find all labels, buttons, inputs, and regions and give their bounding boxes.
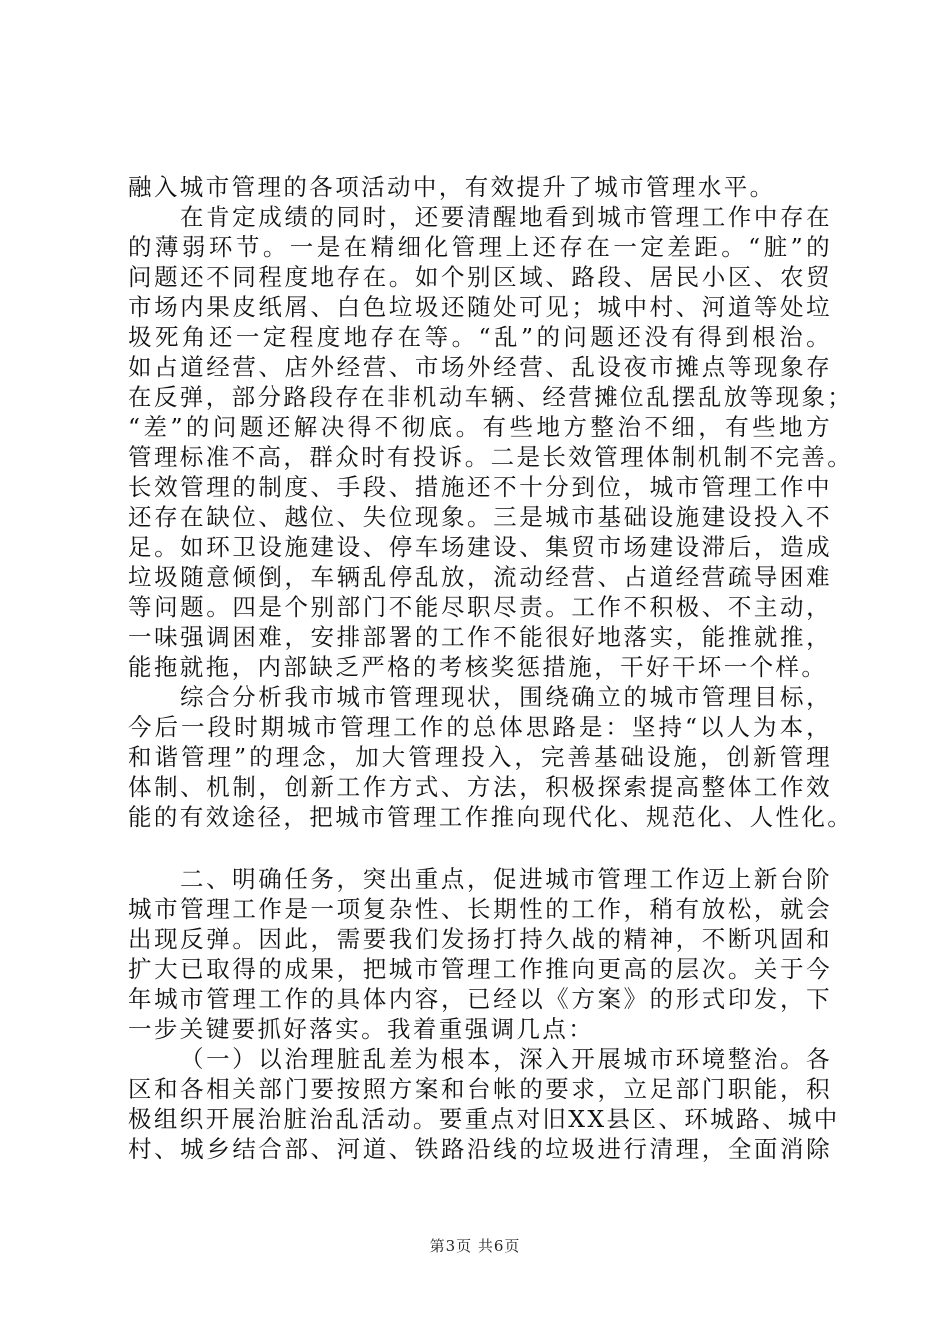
text-line: 能拖就拖，内部缺乏严格的考核奖惩措施，干好干坏一个样。 [128, 653, 828, 681]
text-line: 等问题。四是个别部门不能尽职尽责。工作不积极、不主动， [128, 593, 832, 621]
text-line: 综合分析我市城市管理现状，围绕确立的城市管理目标， [180, 683, 832, 711]
text-line: 体制、机制，创新工作方式、方法，积极探索提高整体工作效 [128, 773, 832, 801]
text-line: 在反弹，部分路段存在非机动车辆、经营摊位乱摆乱放等现象； [128, 383, 854, 411]
text-line: 极组织开展治脏治乱活动。要重点对旧XX县区、环城路、城中 [128, 1105, 840, 1133]
text-line: 一味强调困难，安排部署的工作不能很好地落实，能推就推， [128, 623, 832, 651]
text-line: 足。如环卫设施建设、停车场建设、集贸市场建设滞后，造成 [128, 533, 832, 561]
text-line: 垃圾随意倾倒，车辆乱停乱放，流动经营、占道经营疏导困难 [128, 563, 832, 591]
text-line: 在肯定成绩的同时，还要清醒地看到城市管理工作中存在 [180, 203, 832, 231]
text-line: 今后一段时期城市管理工作的总体思路是：坚持“以人为本， [128, 713, 832, 741]
paragraph-p1-end [128, 172, 832, 202]
text-line: 能的有效途径，把城市管理工作推向现代化、规范化、人性化。 [128, 803, 854, 831]
text-line: （一）以治理脏乱差为根本，深入开展城市环境整治。各 [180, 1045, 832, 1073]
page-footer [0, 1236, 950, 1256]
text-line: 一步关键要抓好落实。我着重强调几点： [128, 1015, 595, 1043]
text-line: 长效管理的制度、手段、措施还不十分到位，城市管理工作中 [128, 473, 832, 501]
text-line: 的薄弱环节。一是在精细化管理上还存在一定差距。“脏”的 [128, 233, 832, 261]
text-line: 年城市管理工作的具体内容，已经以《方案》的形式印发，下 [128, 985, 832, 1013]
text-line: 村、城乡结合部、河道、铁路沿线的垃圾进行清理，全面消除 [128, 1135, 832, 1163]
paragraph-p4-section-two [128, 864, 832, 1044]
text-line: 如占道经营、店外经营、市场外经营、乱设夜市摊点等现象存 [128, 353, 832, 381]
text-line: 和谐管理”的理念，加大管理投入，完善基础设施，创新管理 [128, 743, 832, 771]
text-line: 二、明确任务，突出重点，促进城市管理工作迈上新台阶 [180, 865, 832, 893]
text-line: 区和各相关部门要按照方案和台帐的要求，立足部门职能，积 [128, 1075, 832, 1103]
text-line: 出现反弹。因此，需要我们发扬打持久战的精神，不断巩固和 [128, 925, 832, 953]
document-body [128, 172, 854, 1164]
paragraph-p3-approach [128, 682, 854, 832]
text-line: 还存在缺位、越位、失位现象。三是城市基础设施建设投入不 [128, 503, 832, 531]
text-line: 市场内果皮纸屑、白色垃圾还随处可见；城中村、河道等处垃 [128, 293, 832, 321]
page-number-label: 第3页 共6页 [429, 1237, 521, 1255]
text-line: “差”的问题还解决得不彻底。有些地方整治不细，有些地方 [128, 413, 832, 441]
text-line: 扩大已取得的成果，把城市管理工作推向更高的层次。关于今 [128, 955, 832, 983]
text-line: 问题还不同程度地存在。如个别区域、路段、居民小区、农贸 [128, 263, 832, 291]
text-line: 融入城市管理的各项活动中，有效提升了城市管理水平。 [128, 173, 776, 201]
text-line: 管理标准不高，群众时有投诉。二是长效管理体制机制不完善。 [128, 443, 854, 471]
paragraph-gap [128, 832, 832, 864]
text-line: 圾死角还一定程度地存在等。“乱”的问题还没有得到根治。 [128, 323, 832, 351]
paragraph-p5-item-one [128, 1044, 840, 1164]
text-line: 城市管理工作是一项复杂性、长期性的工作，稍有放松，就会 [128, 895, 832, 923]
paragraph-p2-weaknesses [128, 202, 854, 682]
